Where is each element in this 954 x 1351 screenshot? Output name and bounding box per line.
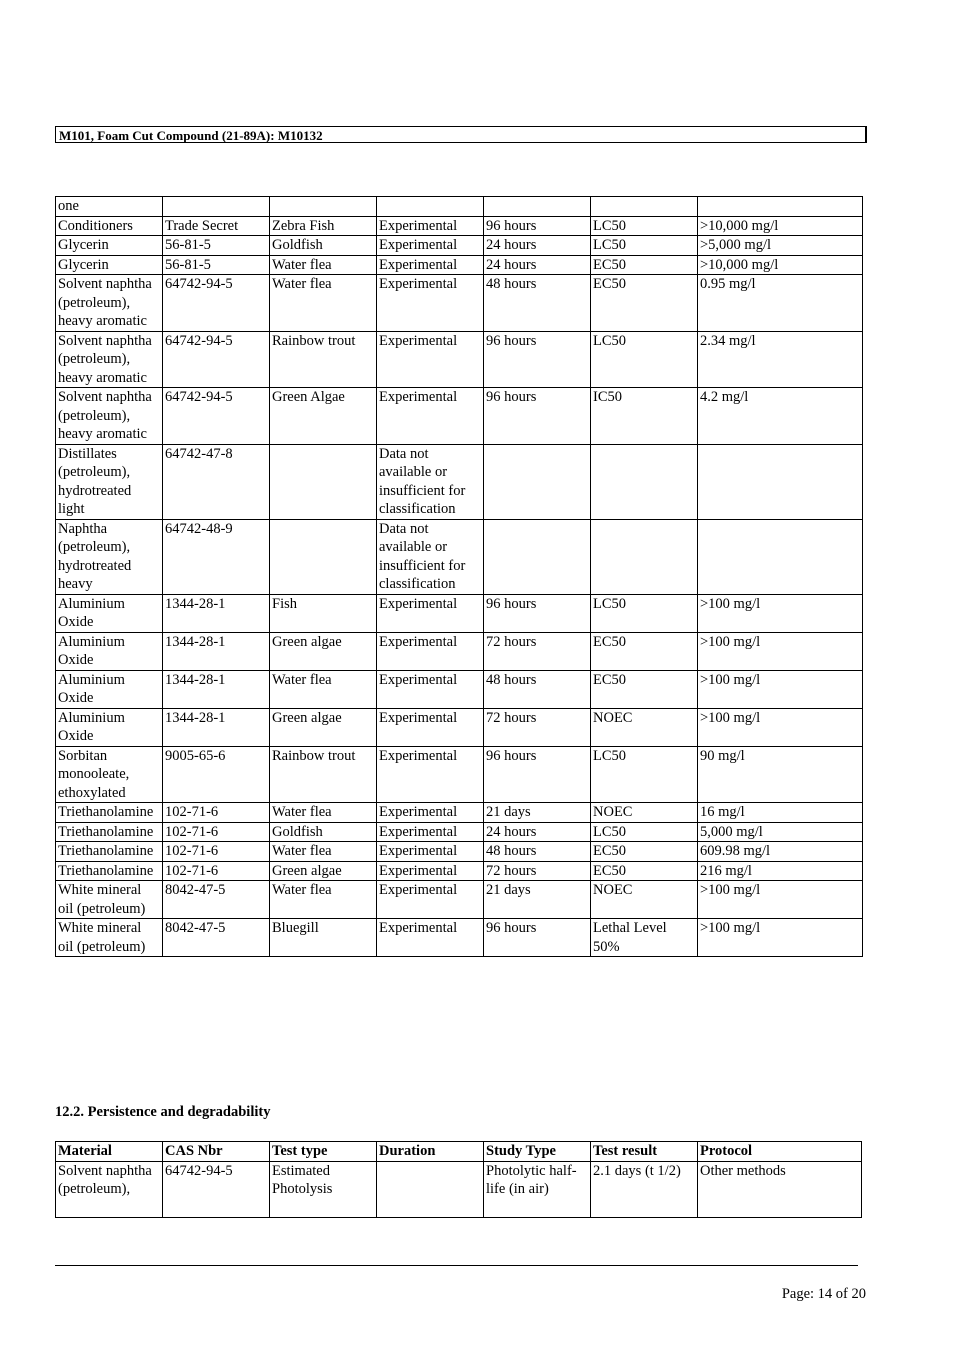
table-cell: 96 hours: [484, 919, 591, 957]
table-cell: 8042-47-5: [163, 919, 270, 957]
table-cell: Glycerin: [56, 255, 163, 275]
table-cell: 96 hours: [484, 331, 591, 388]
table-cell: Experimental: [377, 861, 484, 881]
table-cell: 2.1 days (t 1/2): [591, 1161, 698, 1217]
table-cell: Experimental: [377, 632, 484, 670]
table-cell: NOEC: [591, 803, 698, 823]
table-cell: 64742-94-5: [163, 388, 270, 445]
table-cell: LC50: [591, 746, 698, 803]
table-cell: 56-81-5: [163, 236, 270, 256]
table-cell: Experimental: [377, 331, 484, 388]
table-cell: Aluminium Oxide: [56, 594, 163, 632]
table-cell: Aluminium Oxide: [56, 670, 163, 708]
table-cell: 72 hours: [484, 708, 591, 746]
table-cell: [591, 444, 698, 519]
table-cell: 64742-94-5: [163, 275, 270, 332]
table-cell: 72 hours: [484, 861, 591, 881]
table-cell: [163, 197, 270, 217]
table-cell: Green Algae: [270, 388, 377, 445]
table-cell: IC50: [591, 388, 698, 445]
page-number: Page: 14 of 20: [781, 1286, 866, 1302]
table-cell: Experimental: [377, 746, 484, 803]
table-cell: EC50: [591, 632, 698, 670]
table-cell: Experimental: [377, 236, 484, 256]
table-cell: >100 mg/l: [698, 670, 863, 708]
table-row: [56, 594, 863, 632]
table-cell: Water flea: [270, 670, 377, 708]
table-cell: 96 hours: [484, 594, 591, 632]
table-cell: EC50: [591, 842, 698, 862]
ecotoxicity-table: [55, 196, 863, 957]
table-cell: Solvent naphtha (petroleum), heavy aromatic: [56, 331, 163, 388]
table-cell: 96 hours: [484, 216, 591, 236]
table-cell: Water flea: [270, 803, 377, 823]
table-cell: Distillates (petroleum), hydrotreated light: [56, 444, 163, 519]
table-cell: Estimated Photolysis: [270, 1161, 377, 1217]
table-cell: >100 mg/l: [698, 708, 863, 746]
table-row: [56, 670, 863, 708]
table-cell: EC50: [591, 275, 698, 332]
table-cell: Triethanolamine: [56, 861, 163, 881]
table-row: [56, 444, 863, 519]
table-cell: Goldfish: [270, 822, 377, 842]
table-cell: LC50: [591, 594, 698, 632]
table-cell: EC50: [591, 861, 698, 881]
table-cell: 4.2 mg/l: [698, 388, 863, 445]
table-cell: Experimental: [377, 708, 484, 746]
column-header: Material: [56, 1142, 163, 1162]
table-cell: 64742-47-8: [163, 444, 270, 519]
table-row: [56, 197, 863, 217]
table-cell: Green algae: [270, 861, 377, 881]
table-cell: 96 hours: [484, 746, 591, 803]
table-cell: Data not available or insufficient for classification: [377, 519, 484, 594]
table-cell: 102-71-6: [163, 861, 270, 881]
table-cell: Experimental: [377, 842, 484, 862]
table-cell: >100 mg/l: [698, 632, 863, 670]
table-row: [56, 255, 863, 275]
table-cell: Water flea: [270, 255, 377, 275]
table-row: [56, 822, 863, 842]
table-cell: Fish: [270, 594, 377, 632]
table-cell: Trade Secret: [163, 216, 270, 236]
column-header: Protocol: [698, 1142, 862, 1162]
table-cell: Triethanolamine: [56, 803, 163, 823]
table-cell: Green algae: [270, 708, 377, 746]
table-cell: >10,000 mg/l: [698, 255, 863, 275]
table-cell: [270, 197, 377, 217]
table-cell: EC50: [591, 255, 698, 275]
table-row: [56, 236, 863, 256]
table-row: [56, 632, 863, 670]
table-cell: Experimental: [377, 275, 484, 332]
table-cell: 48 hours: [484, 275, 591, 332]
table-cell: 2.34 mg/l: [698, 331, 863, 388]
table-cell: [698, 519, 863, 594]
table-cell: >10,000 mg/l: [698, 216, 863, 236]
table-cell: 24 hours: [484, 255, 591, 275]
table-cell: Experimental: [377, 822, 484, 842]
table-cell: Glycerin: [56, 236, 163, 256]
table-cell: Water flea: [270, 275, 377, 332]
table-cell: Triethanolamine: [56, 822, 163, 842]
table-cell: Lethal Level 50%: [591, 919, 698, 957]
persistence-table: [55, 1141, 862, 1218]
table-row: [56, 216, 863, 236]
table-cell: Zebra Fish: [270, 216, 377, 236]
column-header: Duration: [377, 1142, 484, 1162]
table-cell: [270, 519, 377, 594]
table-cell: 8042-47-5: [163, 881, 270, 919]
table-cell: 9005-65-6: [163, 746, 270, 803]
table-cell: 102-71-6: [163, 842, 270, 862]
table-cell: 64742-94-5: [163, 331, 270, 388]
table-cell: 1344-28-1: [163, 708, 270, 746]
table-cell: Experimental: [377, 919, 484, 957]
table-cell: Rainbow trout: [270, 746, 377, 803]
table-cell: 64742-94-5: [163, 1161, 270, 1217]
table-cell: EC50: [591, 670, 698, 708]
table-cell: [377, 1161, 484, 1217]
table-row: [56, 708, 863, 746]
table-cell: Other methods: [698, 1161, 862, 1217]
table-row: [56, 388, 863, 445]
table-cell: 48 hours: [484, 842, 591, 862]
table-cell: Goldfish: [270, 236, 377, 256]
table-cell: NOEC: [591, 881, 698, 919]
table-cell: >100 mg/l: [698, 881, 863, 919]
table-row: [56, 919, 863, 957]
table-row: [56, 803, 863, 823]
table-row: [56, 842, 863, 862]
table-cell: >100 mg/l: [698, 919, 863, 957]
table-cell: Solvent naphtha (petroleum), heavy aromatic: [56, 275, 163, 332]
column-header: CAS Nbr: [163, 1142, 270, 1162]
table-cell: 24 hours: [484, 822, 591, 842]
table-cell: Water flea: [270, 842, 377, 862]
table-cell: [484, 444, 591, 519]
footer-divider: [55, 1265, 858, 1266]
table-row: [56, 881, 863, 919]
table-cell: Experimental: [377, 388, 484, 445]
table-cell: [484, 197, 591, 217]
table-cell: White mineral oil (petroleum): [56, 881, 163, 919]
table-cell: [591, 197, 698, 217]
table-cell: 16 mg/l: [698, 803, 863, 823]
table-cell: LC50: [591, 216, 698, 236]
table-cell: Photolytic half-life (in air): [484, 1161, 591, 1217]
table-cell: one: [56, 197, 163, 217]
table-cell: Experimental: [377, 881, 484, 919]
table-cell: 56-81-5: [163, 255, 270, 275]
table-cell: 609.98 mg/l: [698, 842, 863, 862]
table-row: [56, 746, 863, 803]
table-cell: Aluminium Oxide: [56, 632, 163, 670]
table-cell: >100 mg/l: [698, 594, 863, 632]
table-cell: 102-71-6: [163, 822, 270, 842]
table-row: [56, 861, 863, 881]
table-cell: Aluminium Oxide: [56, 708, 163, 746]
table-cell: 0.95 mg/l: [698, 275, 863, 332]
table-cell: Experimental: [377, 594, 484, 632]
table-cell: Experimental: [377, 670, 484, 708]
table-cell: [698, 197, 863, 217]
table-cell: 24 hours: [484, 236, 591, 256]
table-row: [56, 275, 863, 332]
table-cell: Triethanolamine: [56, 842, 163, 862]
table-cell: Conditioners: [56, 216, 163, 236]
table-cell: 96 hours: [484, 388, 591, 445]
table-cell: 5,000 mg/l: [698, 822, 863, 842]
table-cell: 48 hours: [484, 670, 591, 708]
table-cell: 1344-28-1: [163, 632, 270, 670]
table-cell: Data not available or insufficient for classification: [377, 444, 484, 519]
table-cell: 90 mg/l: [698, 746, 863, 803]
table-row: [56, 519, 863, 594]
table-cell: Naphtha (petroleum), hydrotreated heavy: [56, 519, 163, 594]
table-cell: 102-71-6: [163, 803, 270, 823]
column-header: Test type: [270, 1142, 377, 1162]
table-cell: White mineral oil (petroleum): [56, 919, 163, 957]
table-cell: 1344-28-1: [163, 594, 270, 632]
table-cell: Sorbitan monooleate, ethoxylated: [56, 746, 163, 803]
table-cell: 64742-48-9: [163, 519, 270, 594]
table-cell: LC50: [591, 236, 698, 256]
table-cell: Experimental: [377, 255, 484, 275]
table-row: [56, 1161, 862, 1217]
table-cell: Rainbow trout: [270, 331, 377, 388]
table-cell: Green algae: [270, 632, 377, 670]
table-cell: [377, 197, 484, 217]
table-cell: [270, 444, 377, 519]
section-title-persistence: 12.2. Persistence and degradability: [55, 1104, 271, 1120]
table-cell: 72 hours: [484, 632, 591, 670]
table-row: [56, 331, 863, 388]
table-cell: Experimental: [377, 216, 484, 236]
table-cell: Experimental: [377, 803, 484, 823]
document-header: M101, Foam Cut Compound (21-89A): M10132: [55, 126, 867, 143]
table-cell: LC50: [591, 822, 698, 842]
table-cell: Solvent naphtha (petroleum), heavy aromatic: [56, 388, 163, 445]
table-cell: [698, 444, 863, 519]
table-cell: >5,000 mg/l: [698, 236, 863, 256]
table-cell: 216 mg/l: [698, 861, 863, 881]
table-cell: 21 days: [484, 803, 591, 823]
table-cell: 21 days: [484, 881, 591, 919]
table-cell: Solvent naphtha (petroleum),: [56, 1161, 163, 1217]
column-header: Study Type: [484, 1142, 591, 1162]
table-cell: NOEC: [591, 708, 698, 746]
table-cell: [591, 519, 698, 594]
table-cell: Water flea: [270, 881, 377, 919]
table-cell: LC50: [591, 331, 698, 388]
table-cell: 1344-28-1: [163, 670, 270, 708]
table-cell: Bluegill: [270, 919, 377, 957]
column-header: Test result: [591, 1142, 698, 1162]
table-cell: [484, 519, 591, 594]
